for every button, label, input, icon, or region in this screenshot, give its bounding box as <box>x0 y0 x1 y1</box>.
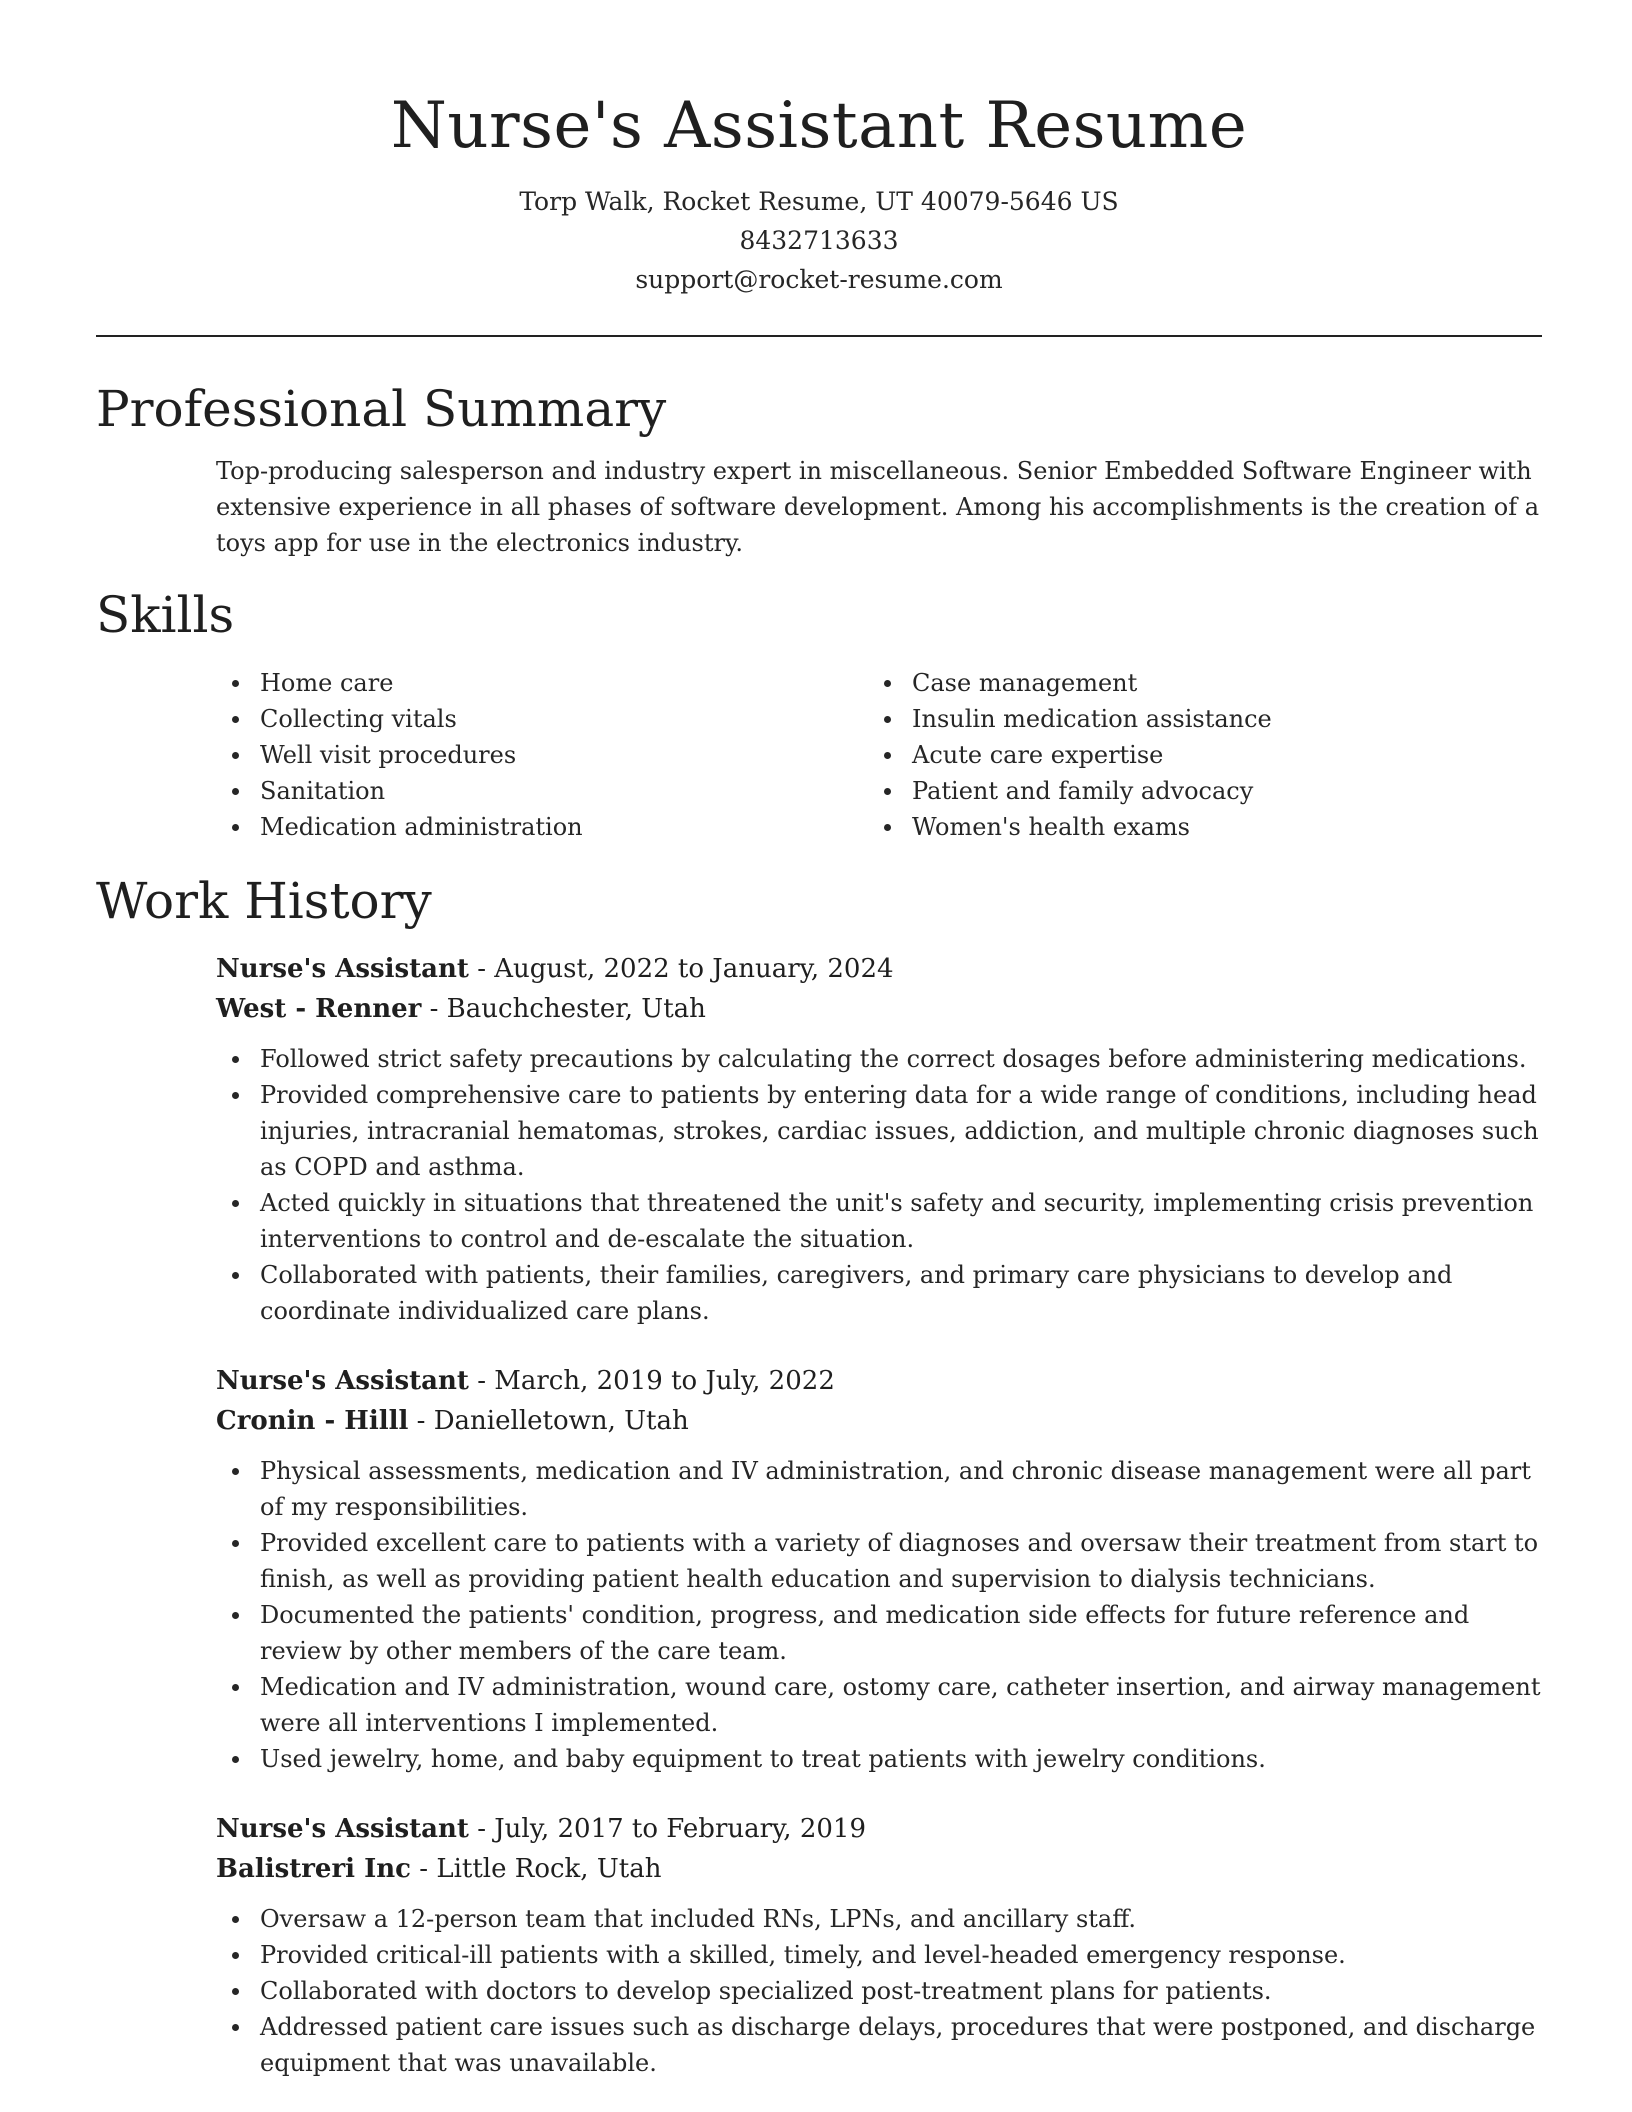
job-employer-line <box>216 989 1542 1029</box>
work-history-heading: Work History <box>96 872 432 930</box>
duty-item: Followed strict safety precautions by calculating the correct dosages before administering medications. <box>216 1041 1542 1077</box>
duty-item: Used jewelry, home, and baby equipment to treat patients with jewelry conditions. <box>216 1741 1542 1777</box>
skill-item: Home care <box>216 665 868 701</box>
duty-item: Oversaw a 12-person team that included RNs, LPNs, and ancillary staff. <box>216 1901 1542 1937</box>
duty-item: Provided critical-ill patients with a skilled, timely, and level-headed emergency response. <box>216 1937 1542 1973</box>
job-duties <box>216 1453 1542 1777</box>
skills-column-right <box>868 665 1520 845</box>
job-entry <box>216 1361 1542 1777</box>
professional-summary-section <box>96 377 1542 561</box>
duty-item: Addressed patient care issues such as discharge delays, procedures that were postponed, and discharge equipment that was unavailable. <box>216 2009 1542 2081</box>
resume-header <box>96 0 1542 299</box>
job-title: Nurse's Assistant <box>216 954 469 984</box>
job-location: - Danielletown, Utah <box>408 1406 689 1436</box>
job-employer: West - Renner <box>216 994 422 1024</box>
job-duties <box>216 1041 1542 1329</box>
job-dates: - March, 2019 to July, 2022 <box>468 1366 835 1396</box>
resume-page <box>96 0 1542 2081</box>
duty-item: Provided excellent care to patients with a variety of diagnoses and oversaw their treatment from start to finish, as well as providing patient health education and supervision to dialysis technicians. <box>216 1525 1542 1597</box>
job-title: Nurse's Assistant <box>216 1814 469 1844</box>
job-employer-line <box>216 1401 1542 1441</box>
summary-text: Top-producing salesperson and industry expert in miscellaneous. Senior Embedded Software Engineer with extensive experience in all phases of software development. Among his accomplishments is the creation of a toys app for use in the electronics industry. <box>216 457 1540 557</box>
job-employer-line <box>216 1849 1542 1889</box>
header-divider <box>96 335 1542 337</box>
job-title-line <box>216 1361 1542 1401</box>
skill-item: Insulin medication assistance <box>868 701 1520 737</box>
skill-item: Patient and family advocacy <box>868 773 1520 809</box>
skill-item: Sanitation <box>216 773 868 809</box>
job-location: - Little Rock, Utah <box>411 1854 662 1884</box>
contact-phone: 8432713633 <box>739 226 899 255</box>
contact-email: support@rocket-resume.com <box>635 265 1003 294</box>
job-employer: Cronin - Hilll <box>216 1406 409 1436</box>
duty-item: Collaborated with patients, their families, caregivers, and primary care physicians to develop and coordinate individualized care plans. <box>216 1257 1542 1329</box>
skills-section <box>96 583 1542 845</box>
skill-item: Medication administration <box>216 809 868 845</box>
skills-heading: Skills <box>96 586 235 644</box>
job-title-line <box>216 949 1542 989</box>
skills-column-left <box>216 665 868 845</box>
duty-item: Documented the patients' condition, progress, and medication side effects for future reference and review by other members of the care team. <box>216 1597 1542 1669</box>
skill-item: Case management <box>868 665 1520 701</box>
skill-item: Women's health exams <box>868 809 1520 845</box>
work-history-section <box>96 869 1542 2081</box>
summary-heading: Professional Summary <box>96 380 667 438</box>
contact-address: Torp Walk, Rocket Resume, UT 40079-5646 US <box>519 187 1119 216</box>
duty-item: Provided comprehensive care to patients by entering data for a wide range of conditions, including head injuries, intracranial hematomas, strokes, cardiac issues, addiction, and multiple chronic diagnoses such as COPD and asthma. <box>216 1077 1542 1185</box>
duty-item: Collaborated with doctors to develop specialized post-treatment plans for patients. <box>216 1973 1542 2009</box>
job-dates: - August, 2022 to January, 2024 <box>468 954 894 984</box>
job-duties <box>216 1901 1542 2081</box>
job-title: Nurse's Assistant <box>216 1366 469 1396</box>
skill-item: Well visit procedures <box>216 737 868 773</box>
job-entry <box>216 1809 1542 2081</box>
job-title-line <box>216 1809 1542 1849</box>
duty-item: Acted quickly in situations that threatened the unit's safety and security, implementing crisis prevention interventions to control and de-escalate the situation. <box>216 1185 1542 1257</box>
duty-item: Physical assessments, medication and IV administration, and chronic disease management were all part of my responsibilities. <box>216 1453 1542 1525</box>
job-entry <box>216 949 1542 1329</box>
skill-item: Acute care expertise <box>868 737 1520 773</box>
job-employer: Balistreri Inc <box>216 1854 411 1884</box>
job-location: - Bauchchester, Utah <box>421 994 706 1024</box>
skills-grid <box>216 665 1542 845</box>
skill-item: Collecting vitals <box>216 701 868 737</box>
job-dates: - July, 2017 to February, 2019 <box>468 1814 866 1844</box>
resume-title: Nurse's Assistant Resume <box>390 89 1248 163</box>
duty-item: Medication and IV administration, wound care, ostomy care, catheter insertion, and airway management were all interventions I implemented. <box>216 1669 1542 1741</box>
